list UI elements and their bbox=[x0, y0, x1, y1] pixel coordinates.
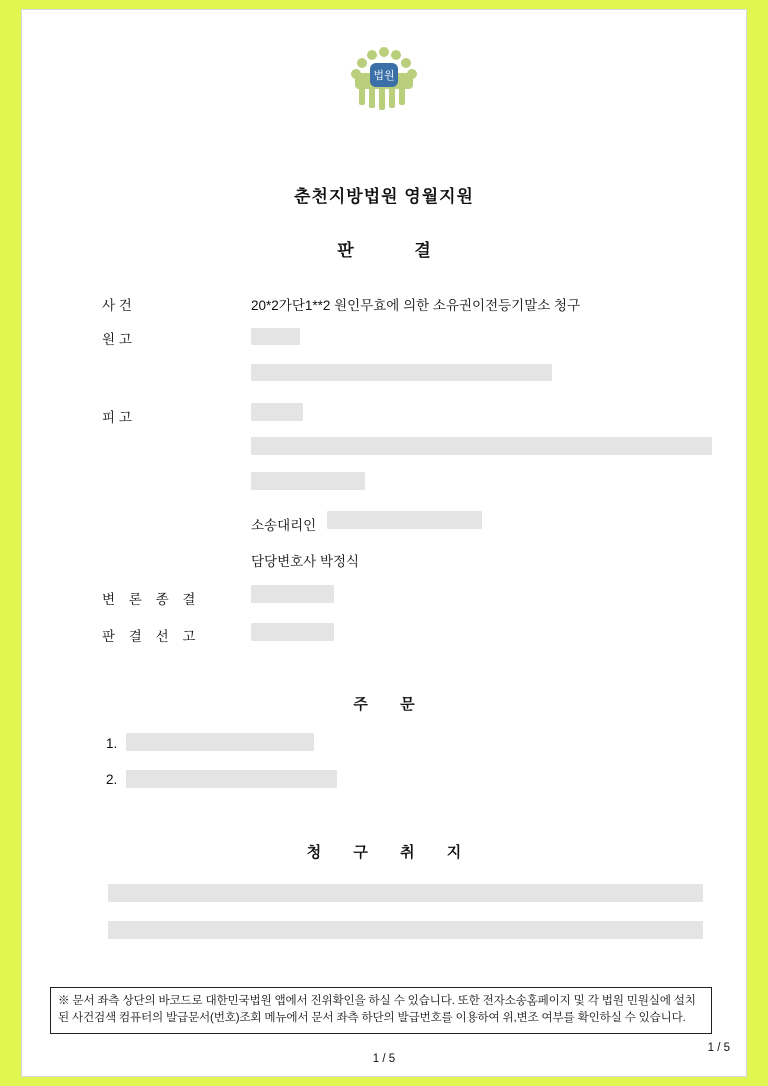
label-plaintiff: 원 고 bbox=[102, 332, 132, 347]
value-case: 20*2가단1**2 원인무효에 의한 소유권이전등기말소 청구 bbox=[251, 298, 581, 313]
redaction-attorney bbox=[327, 511, 482, 529]
document-page bbox=[22, 10, 746, 1076]
jumun-item-1-number: 1. bbox=[106, 736, 118, 751]
label-judgment-date: 판 결 선 고 bbox=[102, 629, 201, 644]
page-number-right: 1 / 5 bbox=[707, 1042, 730, 1054]
redaction-closing-argument-date bbox=[251, 585, 334, 603]
redaction-judgment-date bbox=[251, 623, 334, 641]
page-title: 판 결 bbox=[337, 241, 459, 260]
redaction-plaintiff-address bbox=[251, 364, 552, 381]
section-title-cheonggu-chuji: 청 구 취 지 bbox=[306, 844, 476, 861]
redaction-cheonggu-line-1 bbox=[108, 884, 703, 902]
label-closing-argument: 변 론 종 결 bbox=[102, 592, 201, 607]
redaction-defendant-address-1 bbox=[251, 437, 712, 455]
redaction-defendant-name bbox=[251, 403, 303, 421]
document-body bbox=[22, 10, 746, 1076]
label-case: 사 건 bbox=[102, 298, 132, 313]
verification-notice: ※ 문서 좌측 상단의 바코드로 대한민국법원 앱에서 진위확인을 하실 수 있습니다. 또한 전자소송홈페이지 및 각 법원 민원실에 설치된 사건검색 컴퓨터의 발급문서(번호)조회 메뉴에서 문서 좌측 하단의 발급번호를 이용하여 위,변조 여부를 확인하실 수 있습니다. bbox=[50, 987, 712, 1034]
court-name: 춘천지방법원 영월지원 bbox=[294, 187, 474, 206]
attorney-in-charge: 담당변호사 박정식 bbox=[251, 554, 360, 569]
page-number-center: 1 / 5 bbox=[372, 1053, 396, 1065]
redaction-plaintiff-name bbox=[251, 328, 300, 345]
redaction-cheonggu-line-2 bbox=[108, 921, 703, 939]
court-emblem-icon bbox=[347, 43, 421, 117]
label-defendant: 피 고 bbox=[102, 410, 132, 425]
redaction-defendant-address-2 bbox=[251, 472, 365, 490]
label-attorney: 소송대리인 bbox=[251, 518, 317, 533]
redaction-jumun-item-1 bbox=[126, 733, 314, 751]
emblem-label: 법원 bbox=[373, 70, 395, 82]
jumun-item-2-number: 2. bbox=[106, 772, 118, 787]
redaction-jumun-item-2 bbox=[126, 770, 337, 788]
section-title-jumun: 주 문 bbox=[353, 696, 429, 713]
